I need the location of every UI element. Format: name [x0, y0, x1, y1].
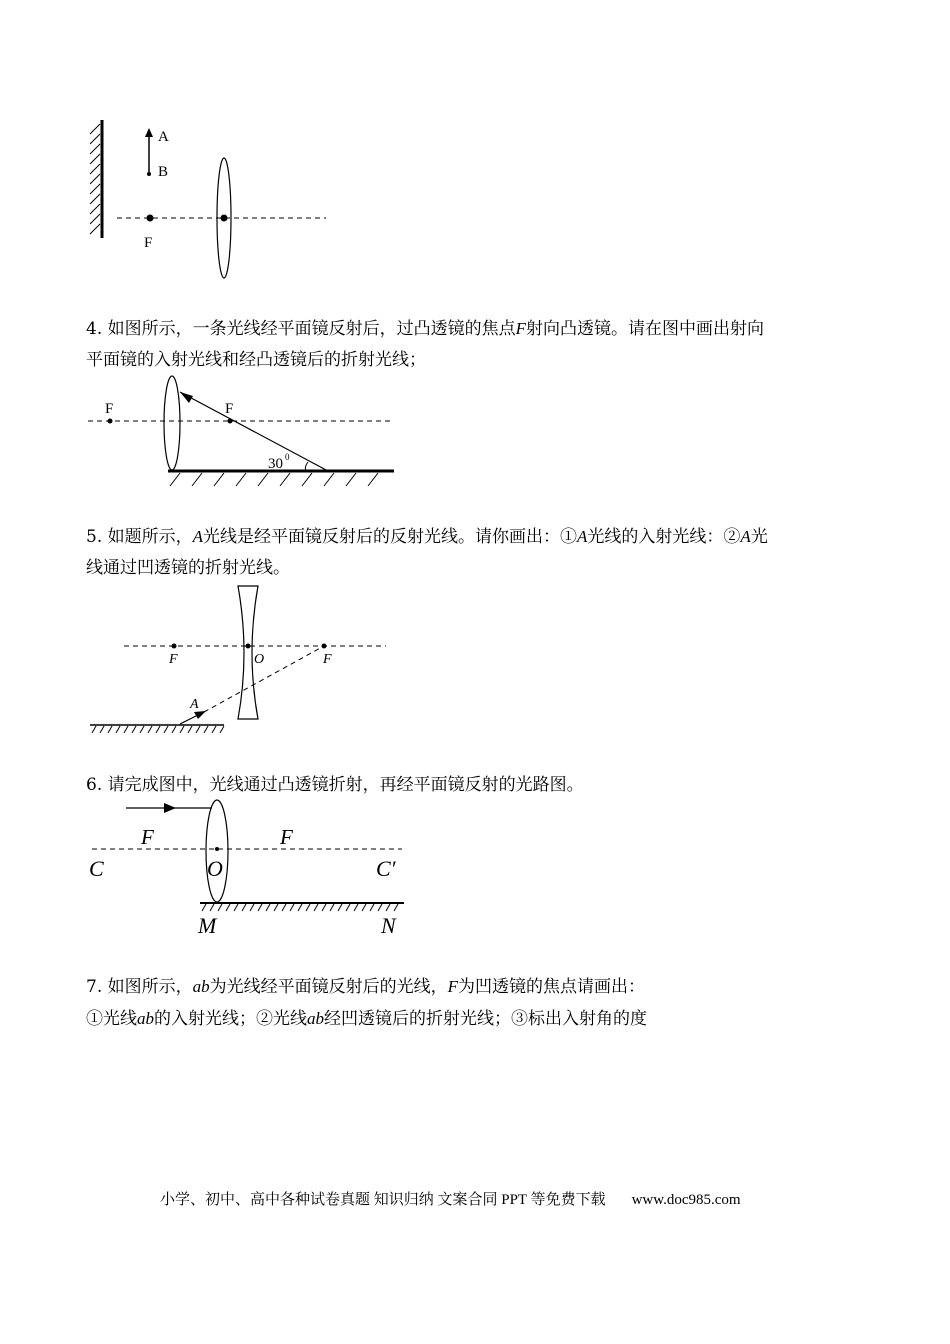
label-f-left: F	[169, 652, 178, 667]
question-7	[86, 971, 876, 1035]
focus-left	[172, 644, 177, 649]
ray-arrow	[180, 392, 193, 403]
plane-mirror	[90, 120, 102, 238]
footer-text: 小学、初中、高中各种试卷真题 知识归纳 文案合同 PPT 等免费下载	[160, 1192, 606, 1208]
text-segment: 经凹透镜后的折射光线；③标出入射角的度	[324, 1009, 647, 1029]
question-5	[86, 521, 876, 584]
ray-arrow	[164, 803, 176, 813]
angle-degree: 0	[285, 452, 290, 462]
figure-q6	[84, 796, 414, 941]
variable: A	[577, 527, 588, 546]
question-5-line-1	[86, 521, 876, 553]
label-m: M	[198, 913, 217, 938]
optical-center	[221, 215, 228, 222]
question-number: 4.	[86, 319, 103, 339]
optical-center	[246, 644, 251, 649]
footer-url[interactable]: www.doc985.com	[631, 1192, 741, 1208]
text-segment: 为光线经平面镜反射后的光线，	[209, 977, 448, 997]
label-a: A	[158, 129, 169, 145]
text-segment: 如图所示，	[107, 977, 193, 997]
text-segment: 光线是经平面镜反射后的反射光线。请你画出：①	[203, 527, 578, 547]
figure-1	[80, 110, 340, 285]
page-footer	[160, 1188, 741, 1209]
label-o: O	[207, 856, 223, 881]
variable: ab	[307, 1009, 324, 1028]
object-arrow-ab	[145, 128, 153, 176]
variable: ab	[192, 977, 210, 996]
question-5-line-2: 线通过凹透镜的折射光线。	[86, 558, 290, 578]
question-7-line-1	[86, 971, 876, 1003]
variable: A	[740, 527, 751, 546]
label-o: O	[254, 652, 265, 667]
optical-center	[215, 847, 219, 851]
text-segment: ①光线	[86, 1009, 137, 1029]
focus-left	[108, 419, 113, 424]
plane-mirror	[90, 725, 224, 733]
label-f-left: F	[141, 825, 154, 849]
variable: F	[515, 319, 527, 338]
question-4-line-1	[86, 313, 876, 345]
label-c: C	[89, 856, 104, 881]
text-segment: 如图所示，一条光线经平面镜反射后，过凸透镜的焦点	[107, 319, 516, 339]
label-a: A	[190, 697, 199, 712]
figure-q4	[80, 370, 400, 495]
label-c-prime: C′	[376, 856, 396, 881]
text-segment: 请完成图中，光线通过凸透镜折射，再经平面镜反射的光路图。	[107, 775, 584, 795]
label-n: N	[381, 913, 396, 938]
label-f: F	[144, 235, 153, 251]
label-f-left: F	[105, 401, 114, 417]
reflected-ray	[180, 392, 328, 471]
text-segment: 的入射光线；②光线	[154, 1009, 307, 1029]
text-segment: 光	[750, 527, 768, 547]
focus-point	[147, 215, 154, 222]
text-segment: 为凹透镜的焦点请画出：	[458, 977, 646, 997]
variable: A	[192, 527, 204, 546]
label-f-right: F	[323, 652, 332, 667]
question-4-line-2: 平面镜的入射光线和经凸透镜后的折射光线；	[86, 350, 426, 370]
text-segment: 如题所示，	[107, 527, 193, 547]
plane-mirror	[200, 903, 404, 911]
convex-lens	[164, 376, 180, 470]
question-4	[86, 313, 876, 376]
label-b: B	[158, 164, 169, 180]
text-segment: 射向凸透镜。请在图中画出射向	[526, 319, 765, 339]
label-f-right: F	[225, 401, 234, 417]
question-number: 5.	[86, 527, 103, 547]
variable: ab	[137, 1009, 154, 1028]
plane-mirror	[168, 471, 394, 486]
question-7-line-2	[86, 1003, 876, 1035]
variable: F	[447, 977, 459, 996]
question-number: 6.	[86, 775, 103, 795]
text-segment: 光线的入射光线：②	[587, 527, 741, 547]
angle-label: 30	[268, 456, 283, 472]
figure-q5	[86, 582, 391, 742]
label-f-right: F	[280, 825, 293, 849]
question-number: 7.	[86, 977, 103, 997]
